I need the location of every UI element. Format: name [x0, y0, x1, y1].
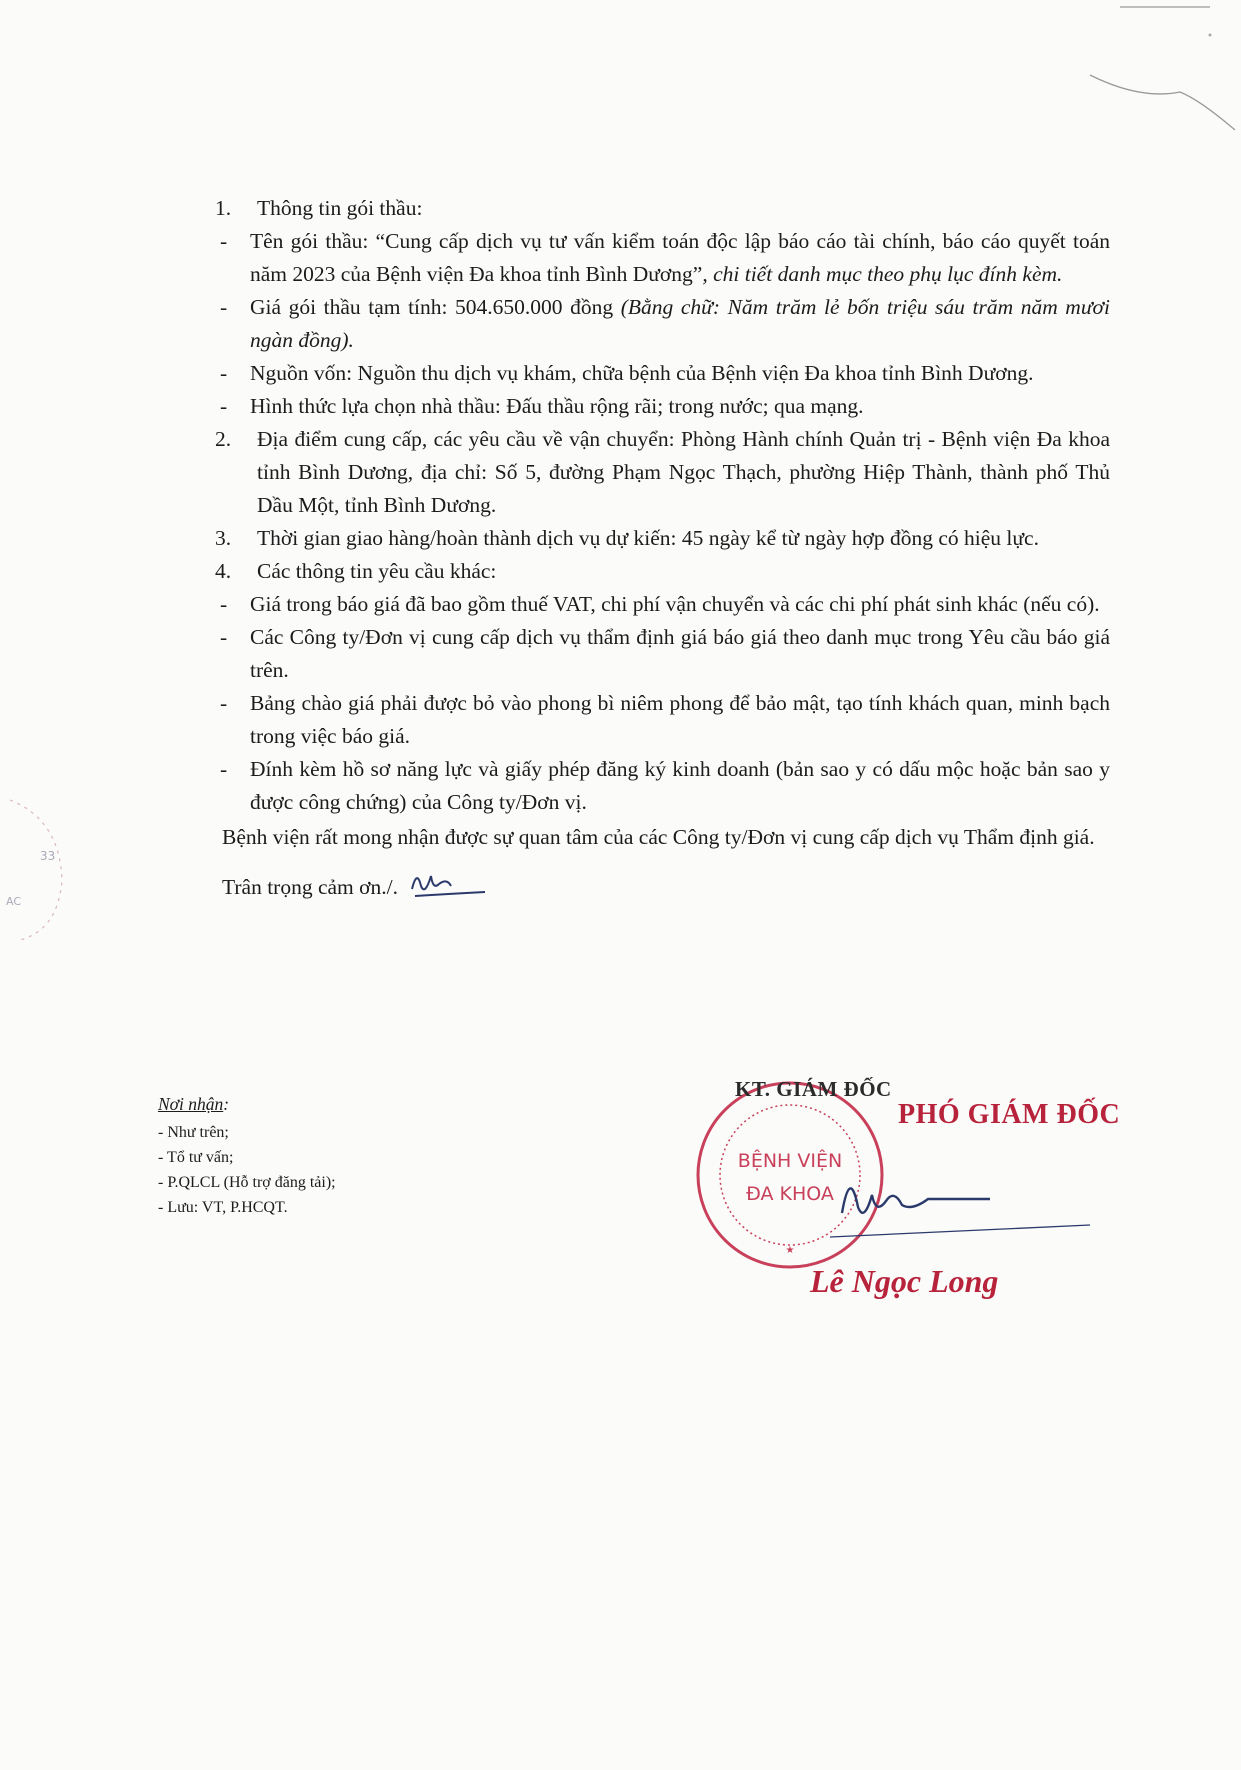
selection-method-text: Hình thức lựa chọn nhà thầu: Đấu thầu rộng rãi; trong nước; qua mạng.: [250, 394, 864, 418]
recipient-item: - P.QLCL (Hỗ trợ đăng tải);: [158, 1174, 336, 1191]
list-item: [150, 225, 1110, 291]
list-item-text: Các Công ty/Đơn vị cung cấp dịch vụ thẩm định giá báo giá theo danh mục trong Yêu cầu báo giá trên.: [250, 625, 1110, 682]
list-item: [150, 588, 1110, 621]
delivery-time-text: Thời gian giao hàng/hoàn thành dịch vụ dự kiến: 45 ngày kể từ ngày hợp đồng có hiệu lực.: [257, 526, 1039, 550]
recipient-item: - Lưu: VT, P.HCQT.: [158, 1199, 288, 1216]
deputy-director-title: PHÓ GIÁM ĐỐC: [898, 1099, 1121, 1130]
list-item: [150, 390, 1110, 423]
section-heading: Các thông tin yêu cầu khác:: [257, 559, 497, 583]
recipient-item: - Tổ tư vấn;: [158, 1149, 234, 1166]
list-item-text: [250, 225, 1110, 291]
funding-source-text: Nguồn vốn: Nguồn thu dịch vụ khám, chữa bệnh của Bệnh viện Đa khoa tỉnh Bình Dương.: [250, 361, 1034, 385]
section-number: 1.: [215, 196, 232, 220]
svg-text:33: 33: [40, 849, 56, 863]
signature-block: [690, 1075, 1150, 1315]
list-item: [150, 291, 1110, 357]
list-item-text: Đính kèm hồ sơ năng lực và giấy phép đăng ký kinh doanh (bản sao y có dấu mộc hoặc bản sao y được công chứng) của Công ty/Đơn vị.: [250, 757, 1110, 814]
package-price-text: Giá gói thầu tạm tính: 504.650.000 đồng: [250, 295, 621, 319]
recipients-title-text: Nơi nhận: [158, 1094, 224, 1114]
list-dash: -: [220, 691, 228, 715]
recipients-block: [158, 1092, 336, 1220]
list-item: [150, 621, 1110, 687]
initials-mark: [407, 864, 487, 904]
section-heading: Thông tin gói thầu:: [257, 196, 423, 220]
section-number: 4.: [215, 559, 232, 583]
list-item-text: [250, 291, 1110, 357]
kt-director-line: KT. GIÁM ĐỐC: [735, 1077, 892, 1101]
list-dash: -: [220, 394, 228, 418]
recipients-title: [158, 1092, 336, 1117]
section-number: 3.: [215, 526, 232, 550]
list-item: [150, 357, 1110, 390]
list-item: [150, 687, 1110, 753]
stamp-line-1: BỆNH VIỆN: [737, 1150, 843, 1172]
thanks-text: Trân trọng cảm ơn./.: [222, 875, 398, 899]
list-dash: -: [220, 625, 228, 649]
section-4-heading: [150, 555, 1110, 588]
list-item-text: Bảng chào giá phải được bỏ vào phong bì niêm phong để bảo mật, tạo tính khách quan, minh bạch trong việc báo giá.: [250, 691, 1110, 748]
package-name-note: , chi tiết danh mục theo phụ lục đính kèm.: [702, 262, 1063, 286]
section-number: 2.: [215, 427, 232, 451]
stamp-star: ★: [785, 1245, 795, 1256]
scan-corner-artifact: [1050, 0, 1241, 140]
list-dash: -: [220, 295, 228, 319]
list-item: [150, 753, 1110, 819]
section-2: [150, 423, 1110, 522]
margin-stamp-fragment: [0, 790, 80, 950]
section-3: [150, 522, 1110, 555]
recipient-item: - Như trên;: [158, 1124, 229, 1141]
recipients-title-colon: :: [223, 1094, 230, 1114]
list-dash: -: [220, 229, 228, 253]
document-body: [150, 192, 1110, 904]
package-name-text: Tên gói thầu: “Cung cấp dịch vụ tư vấn kiểm toán độc lập báo cáo tài chính, báo cáo quyết toán năm 2023 của Bệnh viện Đa khoa tỉnh Bình Dương”: [250, 229, 1110, 286]
section-1-heading: [150, 192, 1110, 225]
list-item-text: Giá trong báo giá đã bao gồm thuế VAT, chi phí vận chuyển và các chi phí phát sinh khác (nếu có).: [250, 592, 1100, 616]
list-dash: -: [220, 757, 228, 781]
list-dash: -: [220, 361, 228, 385]
stamp-line-2: ĐA KHOA: [746, 1183, 834, 1205]
thanks-line: [150, 854, 1110, 904]
delivery-location-text: Địa điểm cung cấp, các yêu cầu về vận chuyển: Phòng Hành chính Quản trị - Bệnh viện Đa khoa tỉnh Bình Dương, địa chỉ: Số 5, đường Phạm Ngọc Thạch, phường Hiệp Thành, thành phố Thủ Dầu Một, tỉnh Bình Dương.: [257, 427, 1110, 517]
list-dash: -: [220, 592, 228, 616]
signer-name: Lê Ngọc Long: [810, 1263, 999, 1299]
svg-text:AC: AC: [6, 895, 22, 908]
handwritten-signature: [820, 1155, 1100, 1245]
closing-paragraph: Bệnh viện rất mong nhận được sự quan tâm của các Công ty/Đơn vị cung cấp dịch vụ Thẩm định giá.: [222, 825, 1095, 849]
package-price-words: (Bằng chữ: Năm trăm lẻ bốn triệu sáu trăm năm mươi ngàn đồng).: [250, 295, 1110, 352]
